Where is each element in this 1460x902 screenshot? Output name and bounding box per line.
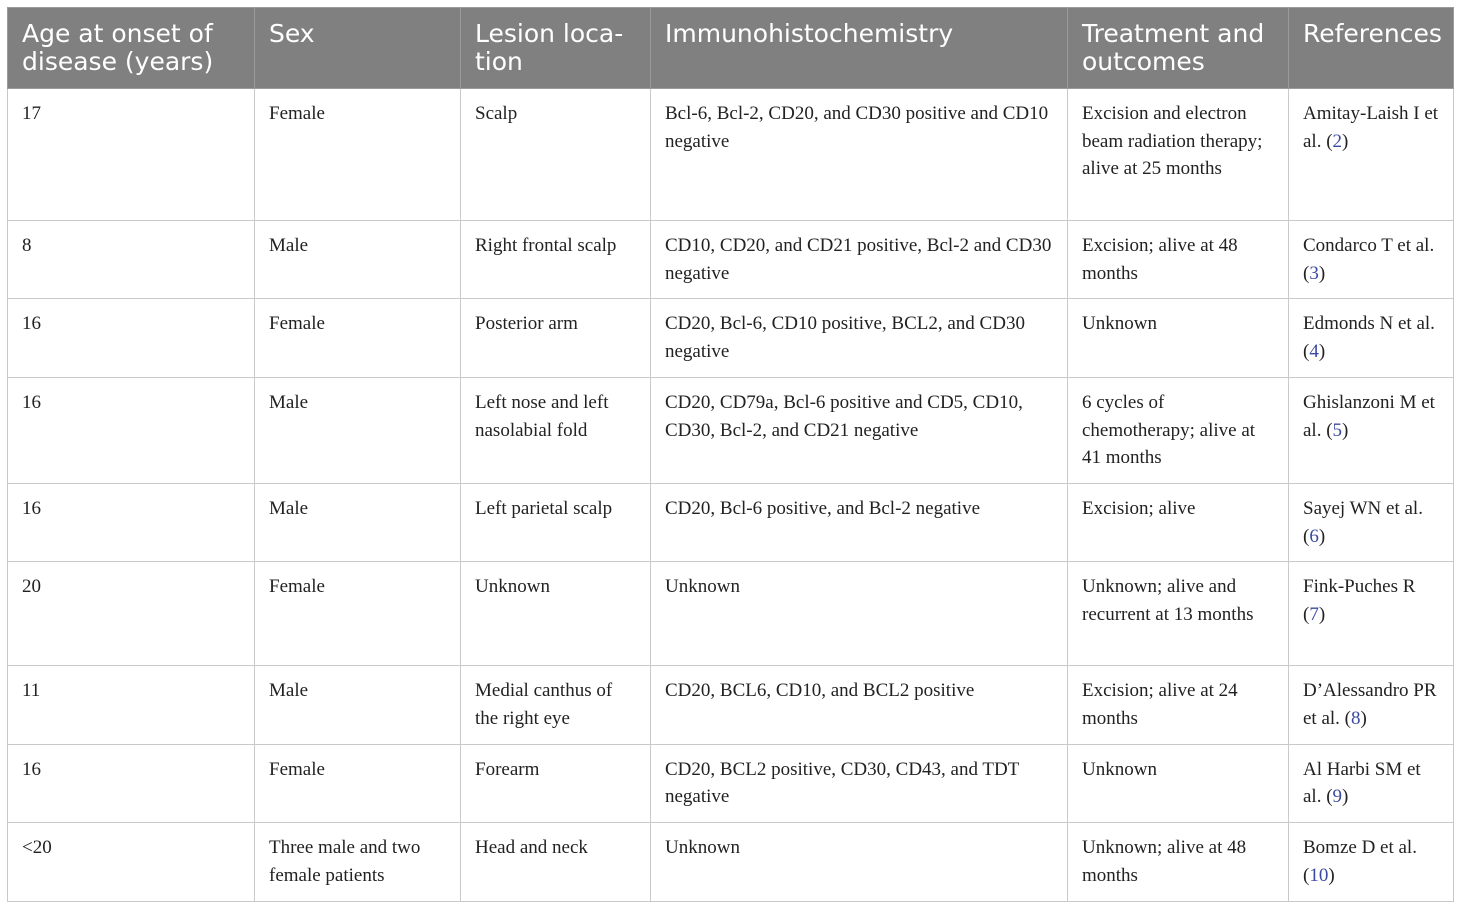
cell-age: 16 (8, 299, 255, 377)
reference-close: ) (1342, 130, 1349, 152)
header-treatment: Treatment and outcomes (1068, 8, 1289, 89)
cell-age: 20 (8, 562, 255, 666)
reference-link[interactable]: 10 (1309, 864, 1329, 886)
table-container (7, 7, 1453, 902)
cell-sex: Male (255, 666, 461, 744)
table-row (8, 299, 1454, 377)
table-row (8, 483, 1454, 561)
cell-immunohistochemistry: CD20, CD79a, Bcl-6 positive and CD5, CD10, CD30, Bcl-2, and CD21 negative (651, 377, 1068, 483)
cell-lesion-location: Scalp (461, 89, 651, 221)
reference-link[interactable]: 6 (1309, 525, 1319, 547)
cell-treatment: Unknown; alive and recurrent at 13 months (1068, 562, 1289, 666)
reference-text: Fink-Puches R ( (1303, 576, 1416, 626)
cell-treatment: Unknown; alive at 48 months (1068, 823, 1289, 901)
cell-reference (1289, 666, 1454, 744)
cell-age: 17 (8, 89, 255, 221)
cell-sex: Female (255, 89, 461, 221)
cell-immunohistochemistry: CD10, CD20, and CD21 positive, Bcl-2 and CD30 negative (651, 221, 1068, 299)
header-row (8, 8, 1454, 89)
cell-treatment: Excision; alive (1068, 483, 1289, 561)
cell-sex: Female (255, 299, 461, 377)
header-lesion-location: Lesion loca-tion (461, 8, 651, 89)
table-row (8, 562, 1454, 666)
reference-text: Edmonds N et al. ( (1303, 313, 1435, 363)
reference-link[interactable]: 4 (1309, 341, 1319, 363)
reference-close: ) (1360, 708, 1367, 730)
cell-reference (1289, 562, 1454, 666)
cell-age: 8 (8, 221, 255, 299)
cell-lesion-location: Forearm (461, 744, 651, 822)
cell-sex: Three male and two female patients (255, 823, 461, 901)
table-row (8, 823, 1454, 901)
table-row (8, 221, 1454, 299)
reference-text: Ghislanzoni M et al. ( (1303, 391, 1435, 441)
table-row (8, 377, 1454, 483)
cell-treatment: Excision; alive at 48 months (1068, 221, 1289, 299)
reference-close: ) (1328, 864, 1335, 886)
cell-lesion-location: Head and neck (461, 823, 651, 901)
cell-age: <20 (8, 823, 255, 901)
cell-age: 16 (8, 483, 255, 561)
cell-treatment: 6 cycles of chemotherapy; alive at 41 months (1068, 377, 1289, 483)
cell-treatment: Excision and electron beam radiation therapy; alive at 25 months (1068, 89, 1289, 221)
reference-text: Al Harbi SM et al. ( (1303, 758, 1421, 808)
reference-close: ) (1318, 604, 1326, 626)
cell-immunohistochemistry: Bcl-6, Bcl-2, CD20, and CD30 positive and CD10 negative (651, 89, 1068, 221)
header-references: References (1289, 8, 1454, 89)
cell-treatment: Unknown (1068, 299, 1289, 377)
reference-close: ) (1318, 525, 1326, 547)
reference-text: Bomze D et al. ( (1303, 837, 1417, 886)
cell-immunohistochemistry: CD20, Bcl-6, CD10 positive, BCL2, and CD30 negative (651, 299, 1068, 377)
cell-reference (1289, 377, 1454, 483)
cell-age: 16 (8, 377, 255, 483)
reference-text: D’Alessandro PR et al. ( (1303, 680, 1437, 730)
cell-immunohistochemistry: CD20, BCL6, CD10, and BCL2 positive (651, 666, 1068, 744)
cell-treatment: Excision; alive at 24 months (1068, 666, 1289, 744)
reference-text: Sayej WN et al. ( (1303, 497, 1423, 547)
cell-age: 16 (8, 744, 255, 822)
cell-reference (1289, 823, 1454, 901)
reference-close: ) (1342, 419, 1349, 441)
table-row (8, 666, 1454, 744)
reference-link[interactable]: 5 (1332, 419, 1343, 441)
header-sex: Sex (255, 8, 461, 89)
case-table (7, 7, 1454, 902)
reference-close: ) (1318, 341, 1326, 363)
cell-lesion-location: Left nose and left nasolabial fold (461, 377, 651, 483)
reference-text: Amitay-Laish I et al. ( (1303, 103, 1439, 152)
cell-immunohistochemistry: Unknown (651, 823, 1068, 901)
cell-reference (1289, 299, 1454, 377)
cell-sex: Male (255, 377, 461, 483)
cell-reference (1289, 744, 1454, 822)
reference-close: ) (1342, 786, 1349, 808)
cell-lesion-location: Unknown (461, 562, 651, 666)
cell-treatment: Unknown (1068, 744, 1289, 822)
cell-sex: Male (255, 483, 461, 561)
cell-reference (1289, 89, 1454, 221)
cell-age: 11 (8, 666, 255, 744)
cell-sex: Female (255, 744, 461, 822)
cell-lesion-location: Posterior arm (461, 299, 651, 377)
header-immunohistochemistry: Immunohistochemistry (651, 8, 1068, 89)
reference-link[interactable]: 3 (1309, 262, 1319, 284)
cell-immunohistochemistry: CD20, BCL2 positive, CD30, CD43, and TDT negative (651, 744, 1068, 822)
table-row (8, 744, 1454, 822)
reference-link[interactable]: 2 (1332, 130, 1343, 152)
reference-close: ) (1318, 262, 1326, 284)
reference-text: Condarco T et al. ( (1303, 235, 1435, 284)
cell-sex: Female (255, 562, 461, 666)
table-row (8, 89, 1454, 221)
cell-reference (1289, 221, 1454, 299)
cell-lesion-location: Left parietal scalp (461, 483, 651, 561)
reference-link[interactable]: 7 (1309, 604, 1319, 626)
cell-lesion-location: Right frontal scalp (461, 221, 651, 299)
cell-sex: Male (255, 221, 461, 299)
cell-immunohistochemistry: Unknown (651, 562, 1068, 666)
cell-reference (1289, 483, 1454, 561)
cell-immunohistochemistry: CD20, Bcl-6 positive, and Bcl-2 negative (651, 483, 1068, 561)
reference-link[interactable]: 9 (1332, 786, 1343, 808)
header-age: Age at onset of disease (years) (8, 8, 255, 89)
reference-link[interactable]: 8 (1351, 708, 1361, 730)
cell-lesion-location: Medial canthus of the right eye (461, 666, 651, 744)
